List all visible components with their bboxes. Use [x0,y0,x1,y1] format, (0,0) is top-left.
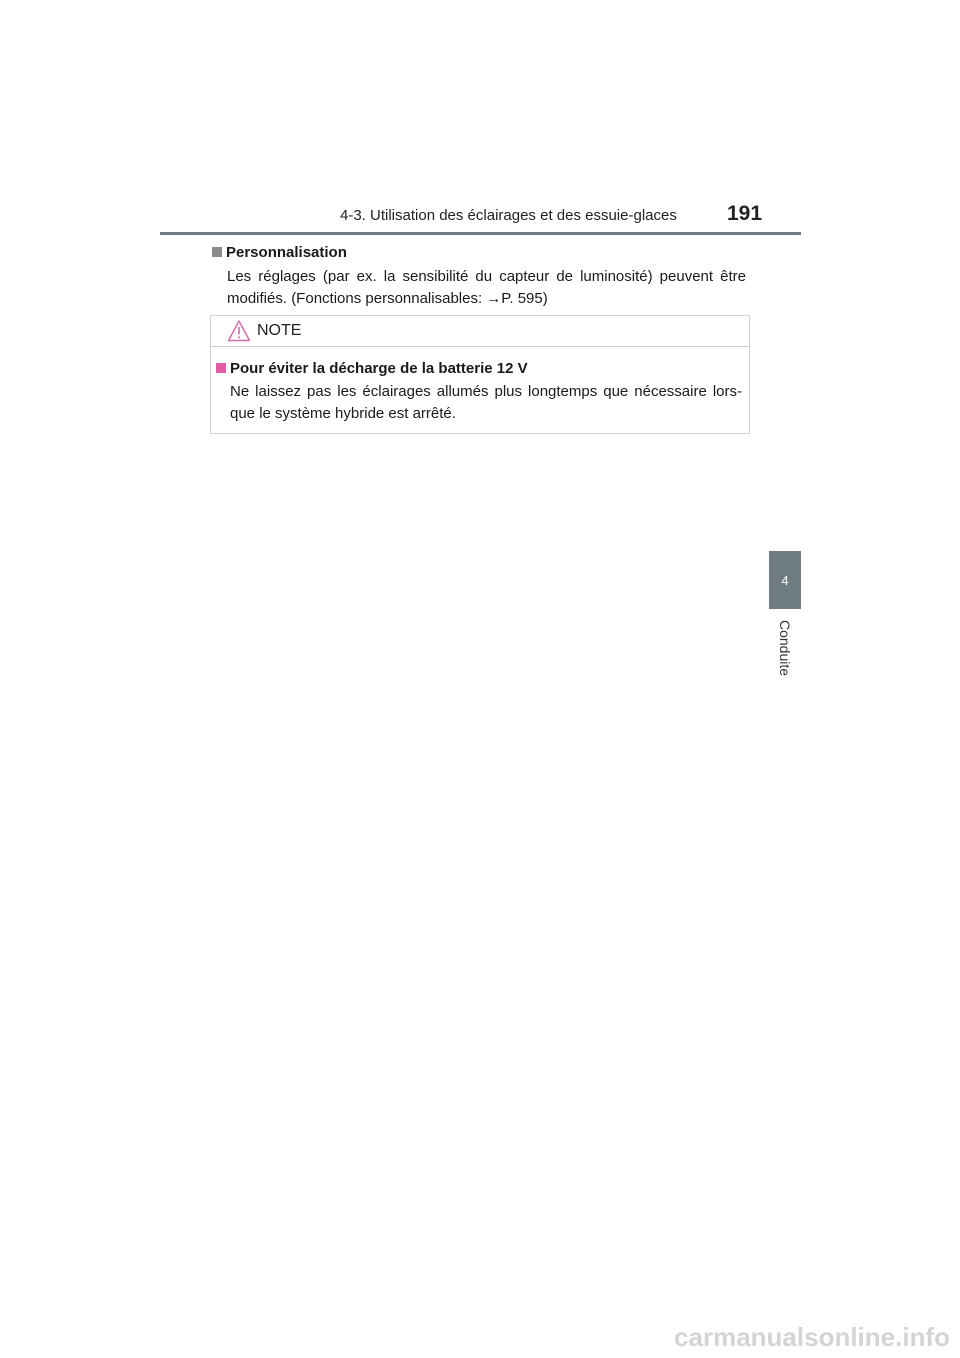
chapter-tab [769,551,801,609]
section-title-text: Personnalisation [226,244,347,261]
page-header-title: 4-3. Utilisation des éclairages et des essuie-glaces [340,207,677,224]
note-title [216,360,528,377]
note-box [210,315,750,434]
note-header [211,316,749,347]
section-title [212,244,347,261]
watermark: carmanualsonline.info [674,1322,950,1352]
section-body: Les réglages (par ex. la sensibilité du capteur de luminosité) peuvent être modifiés. (Fonctions personnalisables: →P. 595) [227,268,746,307]
note-label: NOTE [257,322,302,339]
page-number: 191 [727,202,763,225]
chapter-label: Conduite [777,619,793,677]
chapter-number: 4 [781,572,789,588]
note-body: Ne laissez pas les éclairages allumés plus longtemps que nécessaire lors-que le système hybride est arrêté. [230,383,742,422]
square-bullet-icon [212,247,222,257]
header-rule [160,232,801,235]
square-bullet-icon [216,363,226,373]
note-title-text: Pour éviter la décharge de la batterie 12 V [230,360,528,377]
warning-triangle-icon [227,319,251,348]
